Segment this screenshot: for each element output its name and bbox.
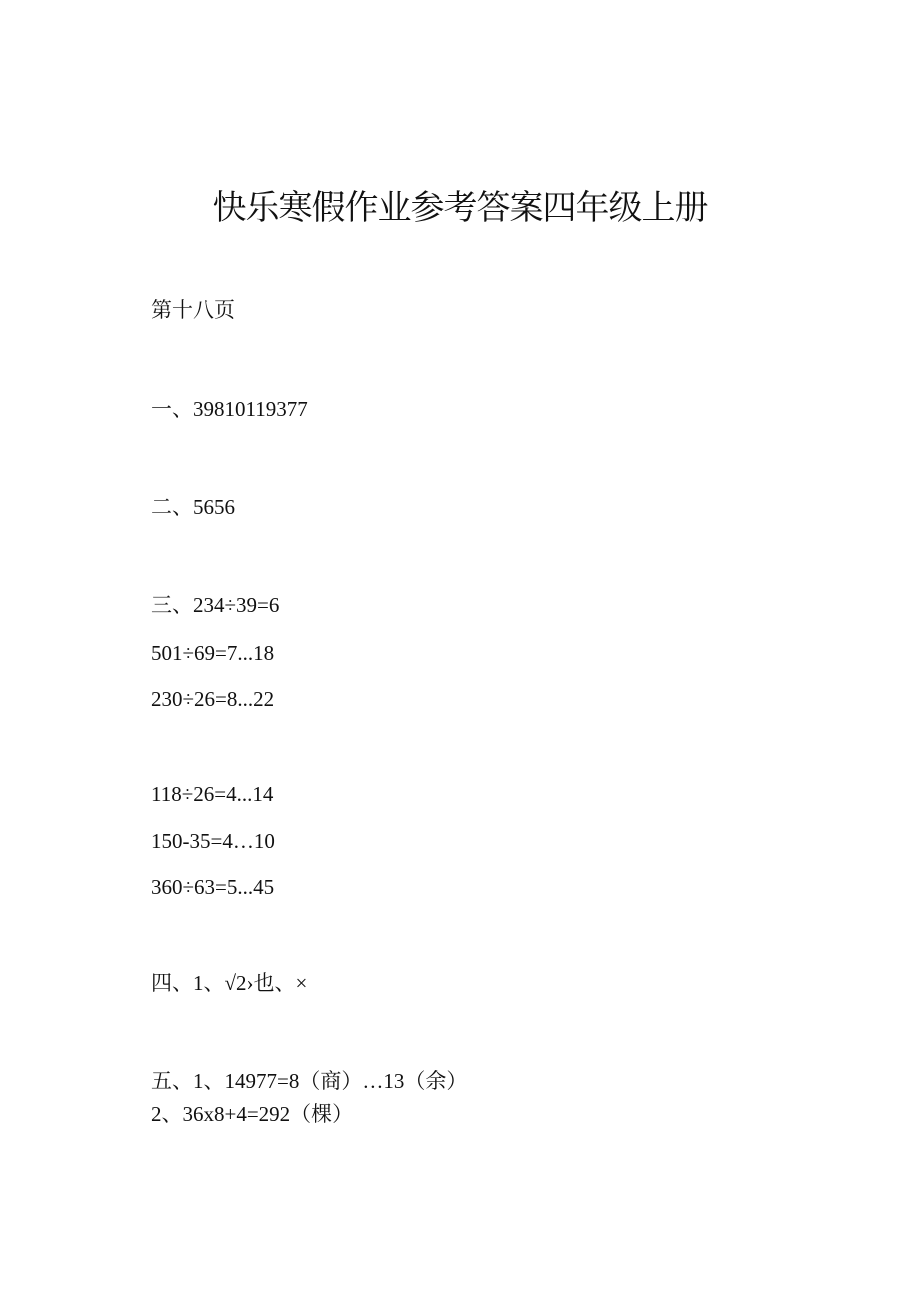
answer-line: 五、1、14977=8（商）…13（余）: [151, 1069, 468, 1093]
answer-line: 四、1、√2›也、×: [151, 971, 308, 995]
document-title: 快乐寒假作业参考答案四年级上册: [212, 188, 708, 228]
answer-line: 150-35=4…10: [151, 829, 275, 853]
page-label: 第十八页: [151, 298, 235, 322]
answer-line: 三、234÷39=6: [151, 593, 280, 617]
answer-line: 118÷26=4...14: [151, 782, 274, 806]
answer-line: 501÷69=7...18: [151, 641, 275, 665]
answer-line: 二、5656: [151, 495, 235, 519]
answer-line: 230÷26=8...22: [151, 687, 275, 711]
answer-line: 一、39810119377: [151, 397, 308, 421]
answer-line: 2、36x8+4=292（棵）: [151, 1102, 354, 1126]
answer-line: 360÷63=5...45: [151, 875, 275, 899]
